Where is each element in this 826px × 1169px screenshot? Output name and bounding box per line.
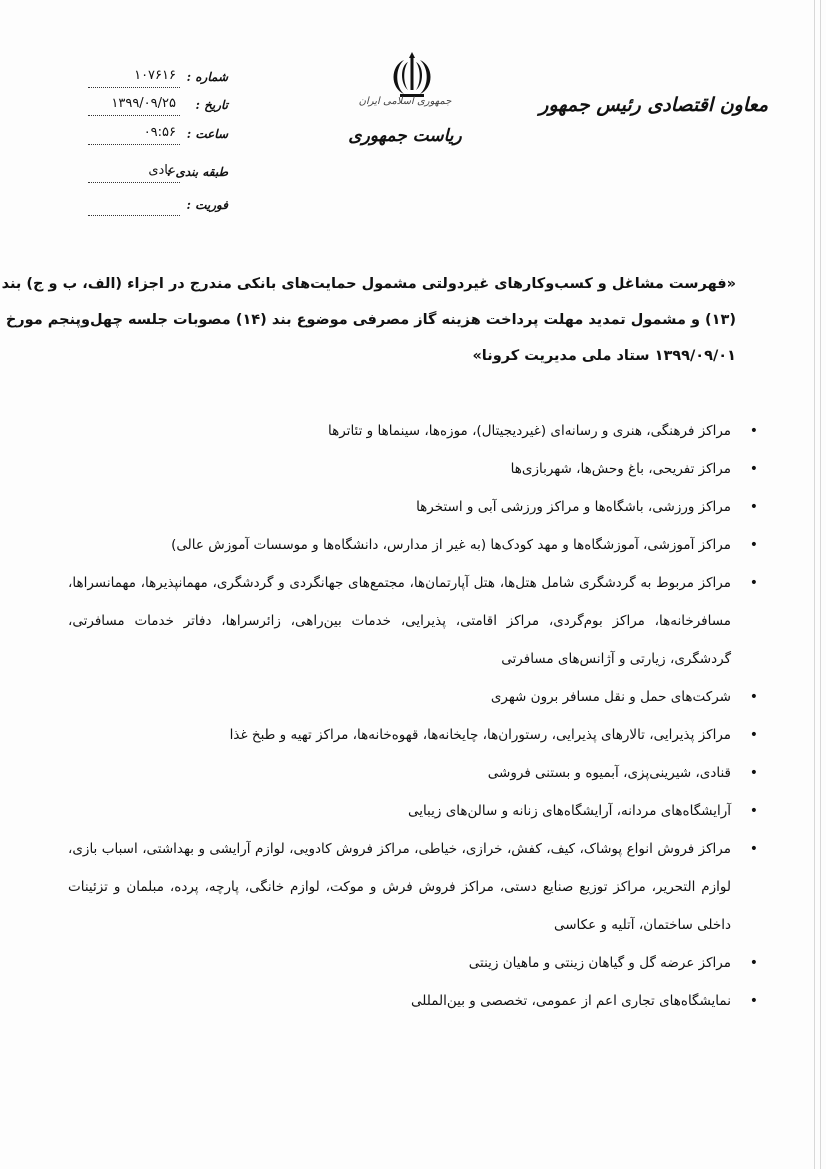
scan-edge-line: [814, 0, 815, 1169]
meta-urgency-label: فوریت :: [186, 198, 228, 212]
document-title: [1, 266, 736, 374]
list-item: • مراکز فرهنگی، هنری و رسانه‌ای (غیردیجیتال)، موزه‌ها، سینماها و تئاترها: [68, 412, 758, 450]
list-item: • مراکز آموزشی، آموزشگاه‌ها و مهد کودک‌ها (به غیر از مدارس، دانشگاه‌ها و موسسات آموزش عالی): [68, 526, 758, 564]
title-line: ۱۳۹۹/۰۹/۰۱ ستاد ملی مدیریت کرونا»: [472, 348, 736, 364]
list-item: • مراکز پذیرایی، تالارهای پذیرایی، رستوران‌ها، چایخانه‌ها، قهوه‌خانه‌ها، مراکز تهیه و طبخ غذا: [68, 716, 758, 754]
list-item: • مراکز عرضه گل و گیاهان زینتی و ماهیان زینتی: [68, 944, 758, 982]
meta-dotted-line: [88, 182, 180, 183]
meta-date-label: تاریخ :: [195, 98, 228, 112]
title-line: «فهرست مشاغل و کسب‌وکارهای غیردولتی مشمول حمایت‌های بانکی مندرج در اجزاء (الف، ب و ج) بند: [1, 276, 736, 292]
scan-edge-line: [820, 0, 821, 1169]
meta-dotted-line: [88, 215, 180, 216]
meta-time-label: ساعت :: [186, 127, 228, 141]
meta-date-value: ۱۳۹۹/۰۹/۲۵: [111, 96, 176, 111]
meta-date-row: [88, 96, 228, 118]
list-item: • مراکز مربوط به گردشگری شامل هتل‌ها، هتل آپارتمان‌ها، مجتمع‌های جهانگردی و گردشگری، مهمانپذیرها، مهمانسراها، مسافرخانه‌ها، مراکز بوم‌گردی، مراکز اقامتی، پذیرایی، خدمات بین‌راهی، زائرسراها، دفاتر خدمات مسافرتی، گردشگری، زیارتی و آژانس‌های مسافرتی: [68, 564, 758, 678]
meta-dotted-line: [88, 115, 180, 116]
meta-time-row: [88, 125, 228, 147]
meta-time-value: ۰۹:۵۶: [143, 125, 176, 140]
list-item: • مراکز ورزشی، باشگاه‌ها و مراکز ورزشی آبی و استخرها: [68, 488, 758, 526]
meta-classification-value: عادی: [148, 163, 176, 178]
meta-number-label: شماره :: [186, 70, 228, 84]
list-item: • شرکت‌های حمل و نقل مسافر برون شهری: [68, 678, 758, 716]
list-item: • مراکز تفریحی، باغ وحش‌ها، شهربازی‌ها: [68, 450, 758, 488]
list-item: • قنادی، شیرینی‌پزی، آبمیوه و بستنی فروشی: [68, 754, 758, 792]
meta-number-value: ۱۰۷۶۱۶: [134, 68, 176, 83]
office-title: معاون اقتصادی رئیس جمهور: [539, 94, 768, 116]
meta-classification-label: طبقه بندی :: [166, 165, 228, 179]
meta-classification-row: [88, 163, 228, 185]
list-item: • مراکز فروش انواع پوشاک، کیف، کفش، خرازی، خیاطی، مراکز فروش کادویی، لوازم آرایشی و بهداشتی، اسباب بازی، لوازم التحریر، مراکز توزیع صنایع دستی، مراکز فروش فرش و موکت، لوازم خانگی، پارچه، پرده، مبلمان و تزئینات داخلی ساختمان، آتلیه و عکاسی: [68, 830, 758, 944]
presidency-label: ریاست جمهوری: [348, 126, 462, 146]
iran-emblem-icon: [382, 50, 442, 98]
business-list: [68, 412, 758, 1020]
list-item: • نمایشگاه‌های تجاری اعم از عمومی، تخصصی و بین‌المللی: [68, 982, 758, 1020]
title-line: (۱۳) و مشمول تمدید مهلت پرداخت هزینه گاز مصرفی موضوع بند (۱۴) مصوبات جلسه چهل‌وپنجم مورخ: [5, 312, 736, 328]
list-item: • آرایشگاه‌های مردانه، آرایشگاه‌های زنانه و سالن‌های زیبایی: [68, 792, 758, 830]
meta-urgency-row: [88, 196, 228, 218]
meta-dotted-line: [88, 87, 180, 88]
meta-number-row: [88, 68, 228, 90]
meta-dotted-line: [88, 144, 180, 145]
emblem-caption: جمهوری اسلامی ایران: [358, 96, 452, 107]
